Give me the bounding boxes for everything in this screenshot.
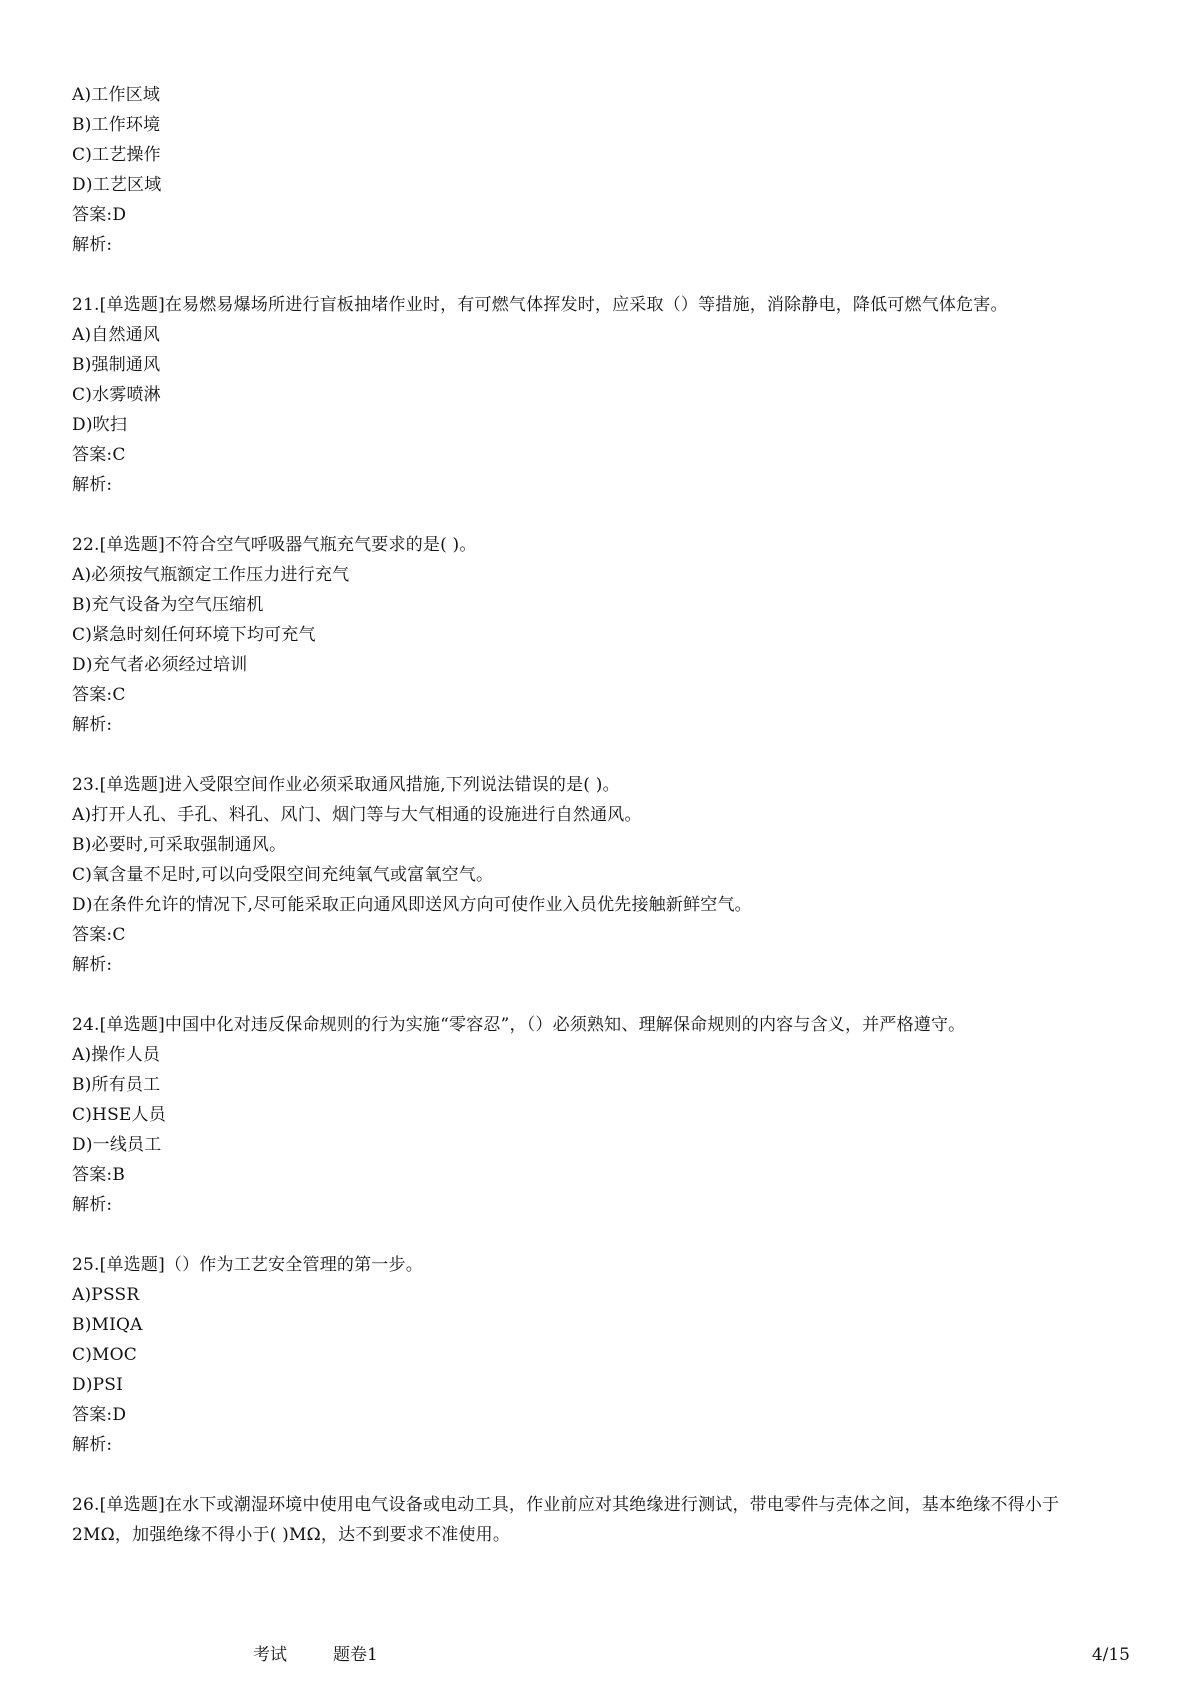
spacer bbox=[72, 1220, 1118, 1250]
question-23 bbox=[72, 770, 1118, 980]
analysis: 解析: bbox=[72, 235, 113, 255]
question-21 bbox=[72, 290, 1118, 500]
option-d: D)在条件允许的情况下,尽可能采取正向通风即送风方向可使作业入员优先接触新鲜空气。 bbox=[72, 895, 752, 915]
question-title: 24.[单选题]中国中化对违反保命规则的行为实施“零容忍”，（）必须熟知、理解保命规则的内容与含义，并严格遵守。 bbox=[72, 1015, 966, 1035]
option-c: C)工艺操作 bbox=[72, 145, 161, 165]
analysis: 解析: bbox=[72, 1195, 113, 1215]
answer: 答案:D bbox=[72, 1405, 127, 1425]
option-a: A)打开人孔、手孔、料孔、风门、烟门等与大气相通的设施进行自然通风。 bbox=[72, 805, 642, 825]
document-page bbox=[72, 80, 1118, 1550]
option-c: C)水雾喷淋 bbox=[72, 385, 161, 405]
option-b: B)充气设备为空气压缩机 bbox=[72, 595, 264, 615]
question-20-continuation bbox=[72, 80, 1118, 260]
answer: 答案:C bbox=[72, 925, 126, 945]
page-footer bbox=[0, 1640, 1190, 1670]
spacer bbox=[72, 500, 1118, 530]
option-b: B)所有员工 bbox=[72, 1075, 161, 1095]
analysis: 解析: bbox=[72, 1435, 113, 1455]
question-title: 21.[单选题]在易燃易爆场所进行盲板抽堵作业时，有可燃气体挥发时，应采取（）等措施，消除静电，降低可燃气体危害。 bbox=[72, 295, 1008, 315]
option-b: B)强制通风 bbox=[72, 355, 161, 375]
option-d: D)工艺区域 bbox=[72, 175, 162, 195]
footer-paper-label: 题卷1 bbox=[333, 1645, 378, 1665]
question-title: 26.[单选题]在水下或潮湿环境中使用电气设备或电动工具，作业前应对其绝缘进行测试，带电零件与壳体之间，基本绝缘不得小于2MΩ，加强绝缘不得小于( )MΩ，达不到要求不准使用。 bbox=[72, 1495, 1060, 1545]
option-b: B)工作环境 bbox=[72, 115, 161, 135]
option-c: C)MOC bbox=[72, 1345, 137, 1365]
option-a: A)PSSR bbox=[72, 1285, 140, 1305]
spacer bbox=[72, 740, 1118, 770]
option-b: B)必要时,可采取强制通风。 bbox=[72, 835, 287, 855]
question-title: 23.[单选题]进入受限空间作业必须采取通风措施,下列说法错误的是( )。 bbox=[72, 775, 620, 795]
answer: 答案:B bbox=[72, 1165, 126, 1185]
question-24 bbox=[72, 1010, 1118, 1220]
option-c: C)紧急时刻任何环境下均可充气 bbox=[72, 625, 316, 645]
page-number: 4/15 bbox=[1091, 1645, 1130, 1665]
option-c: C)HSE人员 bbox=[72, 1105, 166, 1125]
option-a: A)必须按气瓶额定工作压力进行充气 bbox=[72, 565, 350, 585]
option-d: D)PSI bbox=[72, 1375, 124, 1395]
question-22 bbox=[72, 530, 1118, 740]
option-a: A)工作区域 bbox=[72, 85, 161, 105]
question-title: 25.[单选题]（）作为工艺安全管理的第一步。 bbox=[72, 1255, 423, 1275]
answer: 答案:D bbox=[72, 205, 127, 225]
option-b: B)MIQA bbox=[72, 1315, 143, 1335]
option-a: A)自然通风 bbox=[72, 325, 161, 345]
option-d: D)充气者必须经过培训 bbox=[72, 655, 248, 675]
option-d: D)吹扫 bbox=[72, 415, 128, 435]
analysis: 解析: bbox=[72, 715, 113, 735]
answer: 答案:C bbox=[72, 685, 126, 705]
question-title: 22.[单选题]不符合空气呼吸器气瓶充气要求的是( )。 bbox=[72, 535, 477, 555]
analysis: 解析: bbox=[72, 955, 113, 975]
question-25 bbox=[72, 1250, 1118, 1460]
question-26 bbox=[72, 1490, 1118, 1550]
option-d: D)一线员工 bbox=[72, 1135, 162, 1155]
spacer bbox=[72, 1460, 1118, 1490]
analysis: 解析: bbox=[72, 475, 113, 495]
spacer bbox=[72, 260, 1118, 290]
option-c: C)氧含量不足时,可以向受限空间充纯氧气或富氧空气。 bbox=[72, 865, 494, 885]
answer: 答案:C bbox=[72, 445, 126, 465]
spacer bbox=[72, 980, 1118, 1010]
footer-exam-label: 考试 bbox=[253, 1645, 287, 1665]
option-a: A)操作人员 bbox=[72, 1045, 161, 1065]
